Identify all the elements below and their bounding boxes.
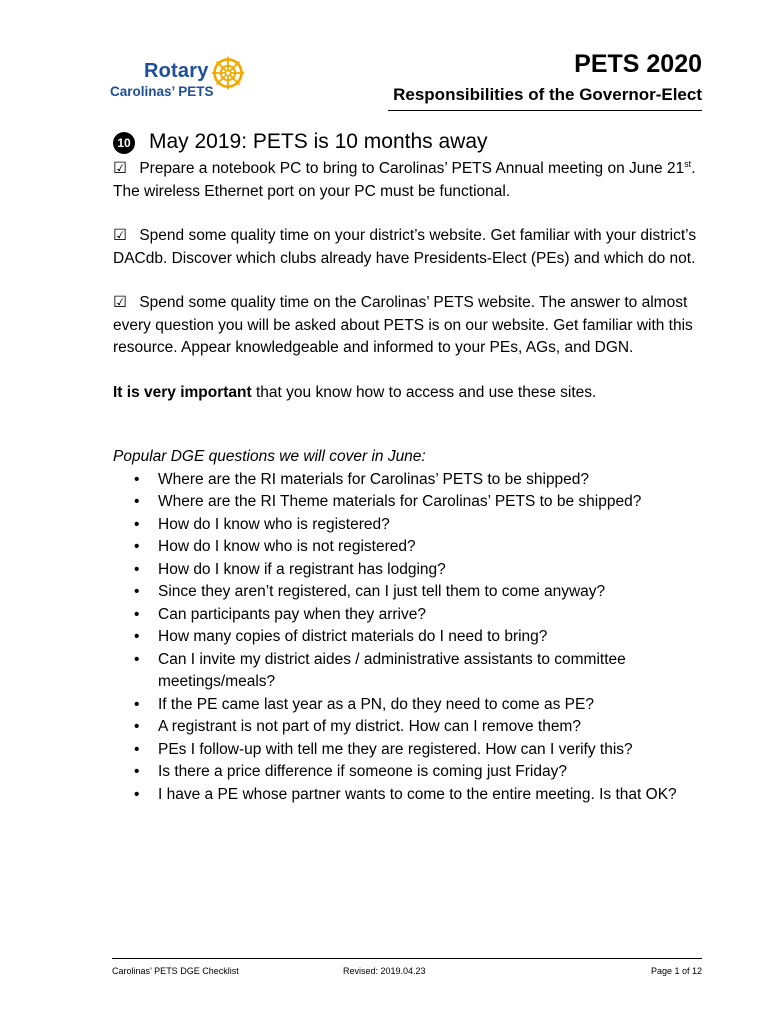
question-list-item xyxy=(134,716,713,739)
checkbox-checked-icon: ☑ xyxy=(113,227,127,244)
question-text: Where are the RI Theme materials for Carolinas’ PETS to be shipped? xyxy=(158,493,642,510)
footer-document-name: Carolinas’ PETS DGE Checklist xyxy=(112,966,239,976)
bullet-icon: • xyxy=(134,560,140,578)
section-title: May 2019: PETS is 10 months away xyxy=(149,130,488,153)
question-list-item xyxy=(134,626,713,649)
page-title: PETS 2020 xyxy=(574,50,702,78)
question-list-item xyxy=(134,469,713,492)
question-text: Where are the RI materials for Carolinas’ PETS to be shipped? xyxy=(158,470,590,488)
bullet-icon: • xyxy=(134,650,140,668)
question-list-item xyxy=(134,581,713,604)
question-list-item xyxy=(134,559,713,582)
bullet-icon: • xyxy=(134,763,140,780)
important-note xyxy=(113,382,713,405)
question-text: How do I know who is registered? xyxy=(158,515,390,533)
section-heading xyxy=(113,128,713,156)
question-text: How do I know who is not registered? xyxy=(158,538,416,555)
question-list-item xyxy=(134,491,713,514)
rotary-wheel-icon xyxy=(210,55,246,91)
question-list-item xyxy=(134,649,713,694)
checklist-text-cont: . The wireless Ethernet port on your PC must be functional. xyxy=(113,160,696,200)
question-list-item xyxy=(134,536,713,559)
logo-subtitle: Carolinas’ PETS xyxy=(110,84,214,99)
rotary-logo xyxy=(110,52,250,102)
question-text: PEs I follow-up with tell me they are registered. How can I verify this? xyxy=(158,740,633,758)
questions-intro: Popular DGE questions we will cover in June: xyxy=(113,448,426,465)
question-text: Can I invite my district aides / administrative assistants to committee meetings/meals? xyxy=(158,650,626,690)
question-text: If the PE came last year as a PN, do they need to come as PE? xyxy=(158,695,594,713)
question-list-item xyxy=(134,784,713,807)
footer-revision: Revised: 2019.04.23 xyxy=(343,966,426,976)
question-text: How do I know if a registrant has lodging? xyxy=(158,560,446,578)
question-list-item xyxy=(134,739,713,762)
bullet-icon: • xyxy=(134,695,140,713)
checklist-item-notebook xyxy=(113,158,713,203)
bullet-icon: • xyxy=(134,740,140,758)
question-list-item xyxy=(134,761,713,784)
bullet-icon: • xyxy=(134,718,140,735)
important-bold-text: It is very important xyxy=(113,383,252,401)
footer-divider xyxy=(112,958,702,959)
question-list-item xyxy=(134,604,713,627)
question-list-item xyxy=(134,694,713,717)
bullet-icon: • xyxy=(134,785,140,803)
question-list-item xyxy=(134,514,713,537)
bullet-icon: • xyxy=(134,538,140,555)
question-text: How many copies of district materials do I need to bring? xyxy=(158,628,548,645)
question-text: Is there a price difference if someone is coming just Friday? xyxy=(158,763,567,780)
main-content xyxy=(113,128,713,806)
bullet-icon: • xyxy=(134,493,140,510)
page-subtitle: Responsibilities of the Governor-Elect xyxy=(393,85,702,104)
bullet-icon: • xyxy=(134,628,140,645)
questions-list xyxy=(113,469,713,807)
question-text: I have a PE whose partner wants to come to the entire meeting. Is that OK? xyxy=(158,785,677,803)
checklist-text: Spend some quality time on the Carolinas’ PETS website. The answer to almost every question you will be asked about PETS is on our website. Get familiar with this resource. Appear knowledgeable and informed to your PEs, AGs, and DGN. xyxy=(113,294,693,356)
bullet-icon: • xyxy=(134,515,140,533)
checklist-text: Prepare a notebook PC to bring to Carolinas’ PETS Annual meeting on June 21 xyxy=(139,160,685,177)
ordinal-suffix: st xyxy=(684,158,692,169)
checkbox-checked-icon: ☑ xyxy=(113,294,127,311)
checkbox-checked-icon: ☑ xyxy=(113,160,127,177)
bullet-icon: • xyxy=(134,470,140,488)
bullet-icon: • xyxy=(134,583,140,600)
checklist-text: Spend some quality time on your district’s website. Get familiar with your district’s DACdb. Discover which clubs already have Presidents-Elect (PEs) and which do not. xyxy=(113,227,697,267)
question-text: A registrant is not part of my district. How can I remove them? xyxy=(158,718,581,735)
question-text: Since they aren’t registered, can I just tell them to come anyway? xyxy=(158,583,606,600)
section-number-badge: 10 xyxy=(113,132,135,154)
question-text: Can participants pay when they arrive? xyxy=(158,605,426,623)
bullet-icon: • xyxy=(134,605,140,623)
checklist-item-district-website xyxy=(113,225,713,270)
footer-page-number: Page 1 of 12 xyxy=(650,966,702,976)
important-rest-text: that you know how to access and use these sites. xyxy=(251,383,597,401)
header-divider xyxy=(388,110,702,111)
logo-rotary-text: Rotary xyxy=(144,60,209,82)
checklist-item-pets-website xyxy=(113,292,713,360)
